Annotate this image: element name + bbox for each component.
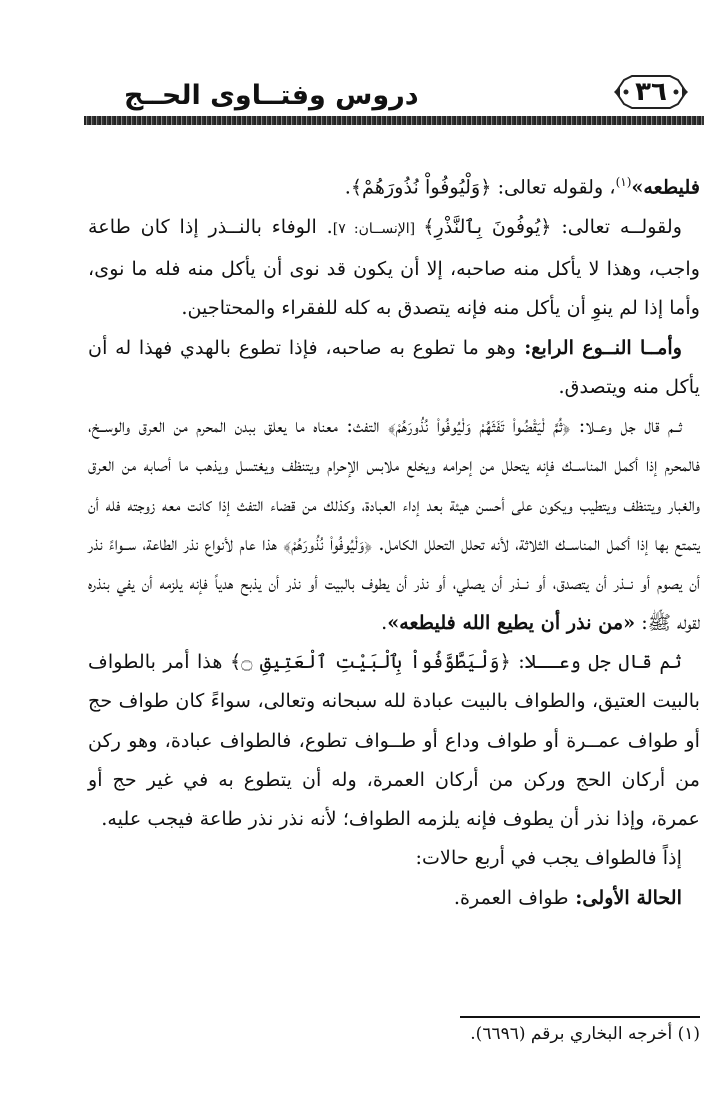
quran-verse: ﴿وَلْيَطَّوَّفُواْ بِٱلْبَيْتِ ٱلْعَتِيقِ ۝﴾ [229,649,511,673]
text-run: وهو ما تطوع به صاحبه، فإذا تطوع بالهدي فهذا له أن يأكل منه ويتصدق. [88,335,700,398]
text-run: التفث: معناه ما يعلق ببدن المحرم من العرق والوســخ، فالمحرم إذا أكمل المناســك فإنه يتحلل من إحرامه ويخلع ملابس الإحرام ويتنظف ويغتسل ويذهب ما أصابه من العرق والغبار ويتنظف ويتطيب ويكون على أحسن هيئة بعد إداء العبادة، وكذلك من قضاء التفث إذا كانت معه زوجته فله أن يتمتع بها إذا أكمل المناســك الثلاثة، لأنه تحلل التحلل الكامل. [88,414,701,556]
page-number: ٣٦ [635,77,667,107]
paragraph-6: إذاً فالطواف يجب في أربع حالات: [415,846,682,870]
text-run: ثــم قال جل وعــلا: [570,414,682,438]
body-text [88,163,700,917]
paragraph-3 [88,328,700,407]
book-title: دروس وفتــاوى الحــج [124,80,419,111]
text-run: ولقولــه تعالى: [551,214,682,238]
quran-verse: ﴿يُوفُونَ بِٱلنَّذْرِ﴾ [423,214,552,238]
footnote-marker[interactable]: (١) [615,175,632,189]
footnote-divider [460,1016,700,1018]
paragraph-1 [88,163,700,207]
footnote: (١) أخرجه البخاري برقم (٦٦٩٦). [470,1024,700,1044]
text-run: . [381,610,388,634]
text-run: طواف العمرة. [453,885,569,909]
verse-reference: [الإنســان: ٧] [332,220,424,237]
quran-verse: ﴿وَلْيُوفُواْ نُذُورَهُمْ﴾. [344,175,492,199]
hadith-quote: «من نذر أن يطيع الله فليطعه» [387,610,636,634]
paragraph-7 [88,878,700,917]
paragraph-2 [88,207,700,328]
header-rule [84,116,704,125]
text-run: . الوفاء بالنــذر إذا كان طاعة واجب، وهذا لا يأكل منه صاحبه، إلا أن يكون قد نوى أن يأكل منه فله ما نوى، وأما إذا لم ينوِ أن يأكل منه فإنه يتصدق به كله للفقراء والمحتاجين. [88,214,700,320]
hadith-end: فليطعه» [631,175,700,199]
paragraph-4 [88,406,700,642]
text-run: ثم قال جل وعــلا: [510,649,682,673]
text-run: هذا أمر بالطواف بالبيت العتيق، والطواف بالبيت عبادة لله سبحانه وتعالى، سواءً كان طواف حج أو طواف عمــرة أو طواف وداع أو طــواف تطوع، فالطواف عبادة، وهو ركن من أركان الحج وركن من أركان العمرة، وله أن يتطوع به في غير حج أو عمرة، وإذا نذر أن يطوف فإنه يلزمه الطواف؛ لأنه نذر نذر طاعة فيجب عليه. [88,649,700,831]
paragraph-5 [88,642,700,838]
section-heading: وأمــا النــوع الرابع: [515,335,682,359]
quran-verse: ﴿وَلْيُوفُواْ نُذُورَهُمْ﴾ [283,532,373,556]
text-run: هذا عام لأنواع نذر الطاعة، ســواءً نذر أن يصوم أو نــذر أن يتصدق، أو نــذر أن يصلي، أو نذر أن يطوف بالبيت أو نذر أن يذبح هدياً فإنه يلزمه أن يفي بنذره لقوله ﷺ: [88,532,700,634]
page-number-ornament [612,70,690,114]
page-header [84,68,704,126]
quran-verse: ﴿ثُمَّ لْيَقْضُواْ تَفَثَهُمْ وَلْيُوفُواْ نُذُورَهُمْ﴾ [387,414,571,438]
text-run: ، ولقوله تعالى: [491,175,616,199]
case-heading: الحالة الأولى: [568,885,682,909]
